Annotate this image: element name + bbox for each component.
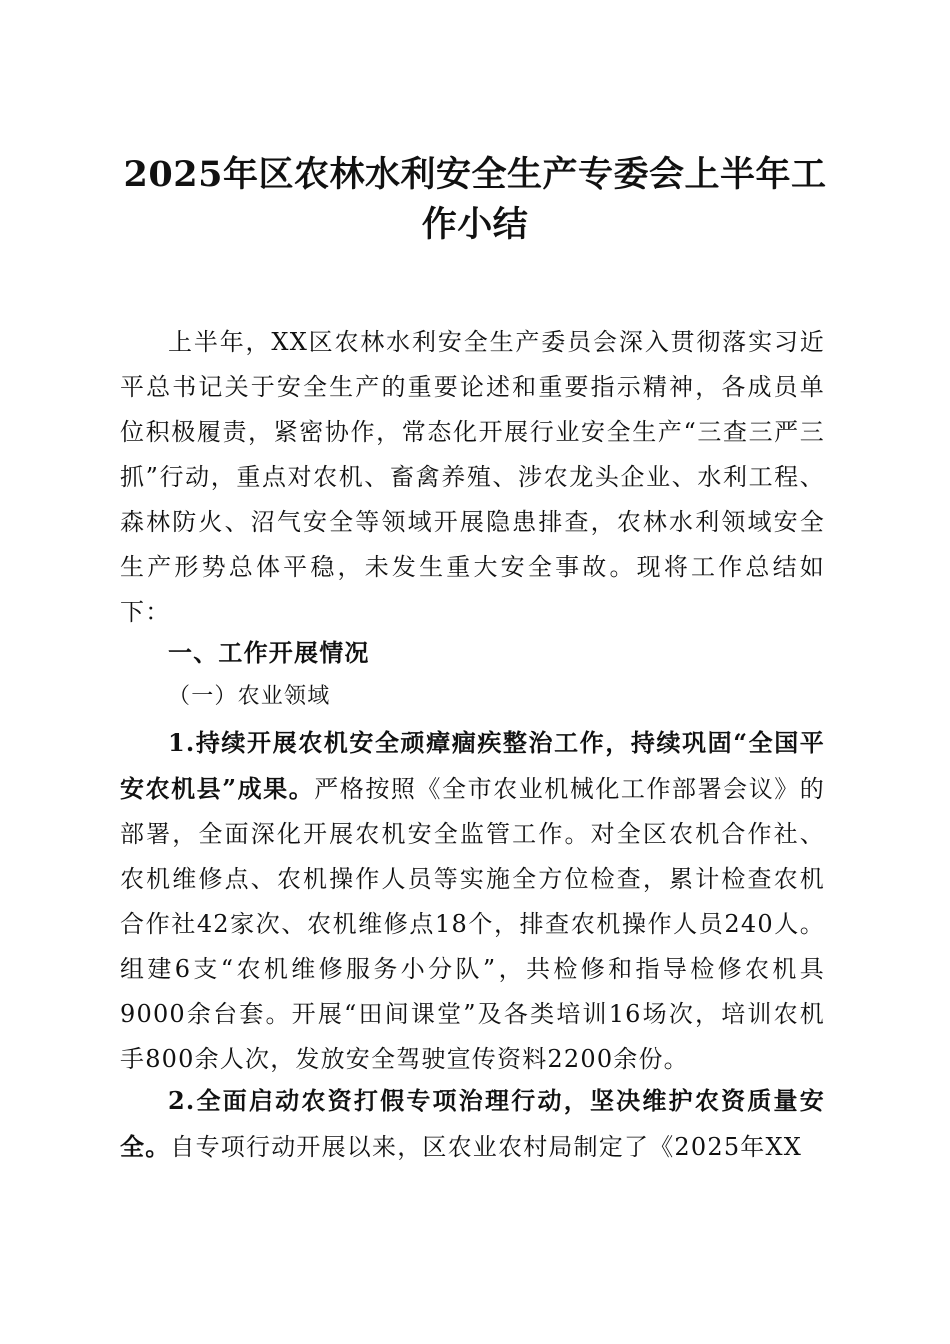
intro-paragraph: 上半年，XX区农林水利安全生产委员会深入贯彻落实习近平总书记关于安全生产的重要论述和重要指示精神，各成员单位积极履责，紧密协作，常态化开展行业安全生产“三查三严三抓”行动，重点对农机、畜禽养殖、涉农龙头企业、水利工程、森林防火、沼气安全等领域开展隐患排查，农林水利领域安全生产形势总体平稳，未发生重大安全事故。现将工作总结如下： bbox=[120, 328, 825, 626]
section-heading: 一、工作开展情况 bbox=[168, 638, 370, 667]
item-1-body: 严格按照《全市农业机械化工作部署会议》的部署，全面深化开展农机安全监管工作。对全区农机合作社、农机维修点、农机操作人员等实施全方位检查，累计检查农机合作社42家次、农机维修点18个，排查农机操作人员240人。组建6支“农机维修服务小分队”，共检修和指导检修农机具9000余台套。开展“田间课堂”及各类培训16场次，培训农机手800余人次，发放安全驾驶宣传资料2200余份。 bbox=[120, 775, 825, 1073]
item-paragraph-1 bbox=[120, 720, 825, 1082]
item-2-lead: 2.全面启动农资打假专项治理行动，坚决维护农资质量安全。 bbox=[120, 1086, 825, 1161]
document-title: 2025年区农林水利安全生产专委会上半年工作小结 bbox=[123, 154, 827, 245]
subsection-heading: （一）农业领域 bbox=[168, 684, 331, 709]
item-2-body: 自专项行动开展以来，区农业农村局制定了《2025年XX bbox=[170, 1133, 803, 1161]
item-1-lead: 1.持续开展农机安全顽瘴痼疾整治工作，持续巩固“全国平安农机县”成果。 bbox=[120, 728, 825, 803]
item-paragraph-2 bbox=[120, 1078, 825, 1170]
